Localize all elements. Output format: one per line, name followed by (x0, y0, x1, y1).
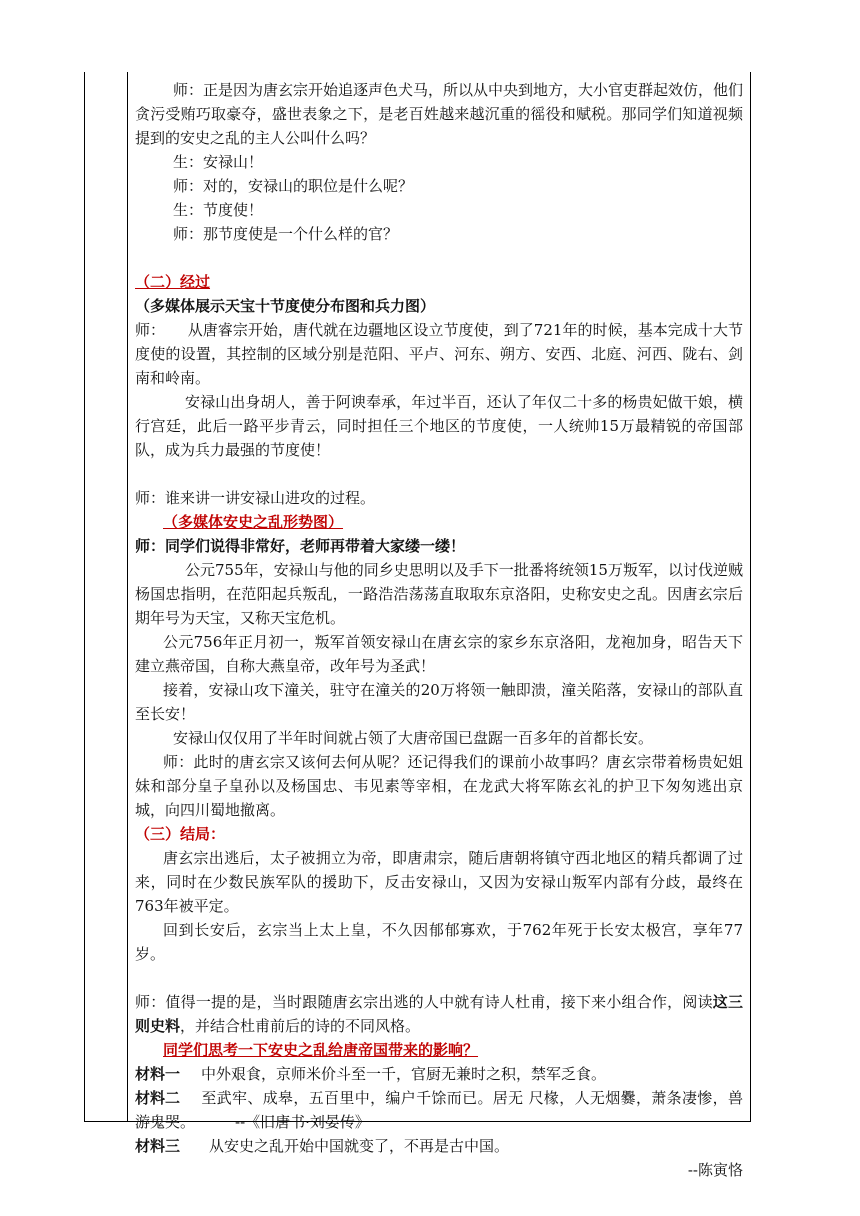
material-two: 材料二 至武牢、成皋，五百里中，编户千馀而已。居无 尺椽，人无烟爨，萧条凄惨，兽游鬼哭。 --《旧唐书·刘晏传》 (135, 1086, 743, 1134)
table-left-border (84, 72, 85, 1122)
dialogue-line: 生：节度使！ (173, 201, 264, 219)
material-three-source: --陈寅恪 (687, 1161, 743, 1179)
lesson-content (135, 78, 743, 1182)
paragraph: 师：此时的唐玄宗又该何去何从呢？还记得我们的课前小故事吗？唐玄宗带着杨贵妃姐妹和部分皇子皇孙以及杨国忠、韦见素等宰相，在龙武大将军陈玄礼的护卫下匆匆逃出京城，向四川蜀地撤离。 (135, 753, 743, 819)
paragraph: 师： 从唐睿宗开始，唐代就在边疆地区设立节度使，到了721年的时候，基本完成十大节度使的设置，其控制的区域分别是范阳、平卢、河东、朔方、安西、北庭、河西、陇右、剑南和岭南。 (135, 321, 743, 387)
section-heading-outcome: （三）结局： (135, 825, 226, 843)
paragraph: 师：同学们说得非常好，老师再带着大家缕一缕！ (135, 537, 466, 555)
material-one: 材料一 中外艰食，京师米价斗至一千，官厨无兼时之积，禁军乏食。 (135, 1065, 607, 1083)
paragraph: 接着，安禄山攻下潼关，驻守在潼关的20万将领一触即溃，潼关陷落，安禄山的部队直至长安！ (135, 681, 743, 723)
dialogue-line: 生：安禄山！ (173, 153, 264, 171)
paragraph: 唐玄宗出逃后，太子被拥立为帝，即唐肃宗，随后唐朝将镇守西北地区的精兵都调了过来，同时在少数民族军队的援助下，反击安禄山，又因为安禄山叛军内部有分歧，最终在763年被平定。 (135, 849, 743, 915)
media-note: （多媒体安史之乱形势图） (163, 513, 344, 531)
paragraph: 师：值得一提的是，当时跟随唐玄宗出逃的人中就有诗人杜甫，接下来小组合作，阅读这三则史料，并结合杜甫前后的诗的不同风格。 (135, 993, 743, 1035)
paragraph: 公元755年，安禄山与他的同乡史思明以及手下一批番将统领15万叛军，以讨伐逆贼杨国忠指明，在范阳起兵叛乱，一路浩浩荡荡直取取东京洛阳，史称安史之乱。因唐玄宗后期年号为天宝，又称天宝危机。 (135, 561, 743, 627)
dialogue-line: 师：对的，安禄山的职位是什么呢？ (173, 177, 414, 195)
table-column-divider (127, 72, 128, 1122)
paragraph: 安禄山仅仅用了半年时间就占领了大唐帝国已盘踞一百多年的首都长安。 (173, 729, 654, 747)
dialogue-paragraph: 师：正是因为唐玄宗开始追逐声色犬马，所以从中央到地方，大小官吏群起效仿，他们贪污受贿巧取豪夺，盛世表象之下，是老百姓越来越沉重的徭役和赋税。那同学们知道视频提到的安史之乱的主人公叫什么吗？ (135, 81, 744, 147)
discussion-question: 同学们思考一下安史之乱给唐帝国带来的影响？ (163, 1041, 479, 1059)
section-heading-process: （二）经过 (135, 273, 211, 291)
media-note: （多媒体展示天宝十节度使分布图和兵力图） (135, 297, 436, 315)
material-three: 材料三 从安史之乱开始中国就变了，不再是古中国。 (135, 1137, 510, 1155)
dialogue-line: 师：那节度使是一个什么样的官？ (173, 225, 399, 243)
table-right-border (750, 72, 751, 1122)
material-two-source: --《旧唐书·刘晏传》 (235, 1113, 370, 1131)
paragraph: 安禄山出身胡人，善于阿谀奉承，年过半百，还认了年仅二十多的杨贵妃做干娘，横行宫廷，此后一路平步青云，同时担任三个地区的节度使，一人统帅15万最精锐的帝国部队，成为兵力最强的节度使！ (135, 393, 743, 459)
paragraph: 师：谁来讲一讲安禄山进攻的过程。 (135, 489, 376, 507)
paragraph: 回到长安后，玄宗当上太上皇，不久因郁郁寡欢，于762年死于长安太极宫，享年77岁。 (135, 921, 743, 963)
paragraph: 公元756年正月初一，叛军首领安禄山在唐玄宗的家乡东京洛阳，龙袍加身，昭告天下建立燕帝国，自称大燕皇帝，改年号为圣武！ (135, 633, 743, 675)
